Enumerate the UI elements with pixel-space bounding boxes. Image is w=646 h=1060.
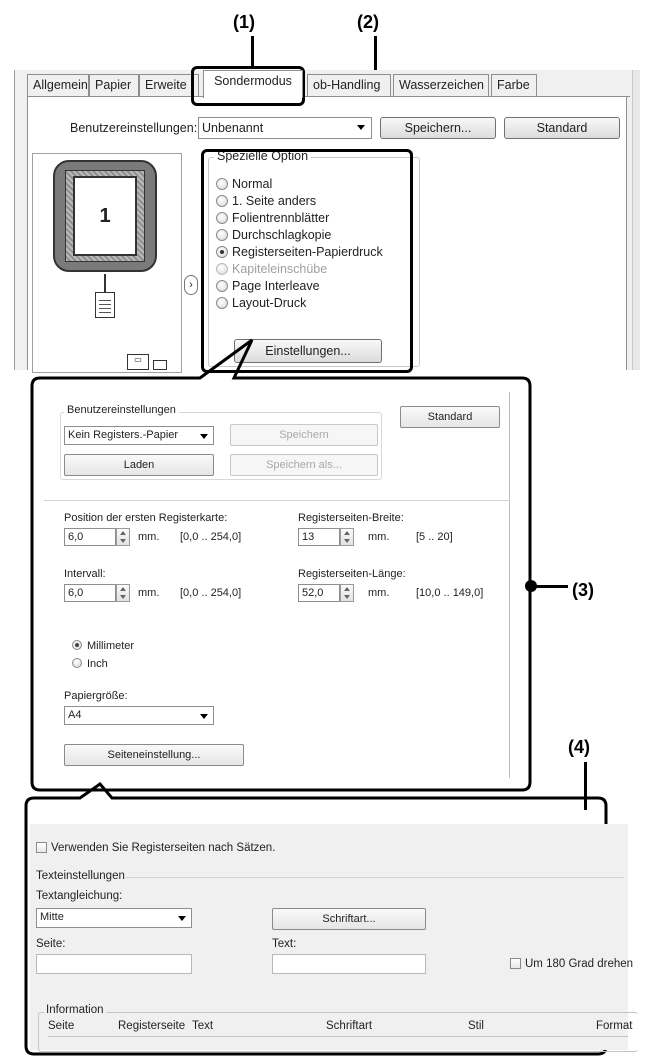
chevron-down-icon (178, 916, 186, 921)
tab-width-range: [5 .. 20] (416, 531, 453, 543)
info-group (38, 1012, 638, 1052)
stacked-pages-icon: ▭ (127, 354, 149, 370)
use-tabs-checkbox[interactable] (36, 842, 47, 853)
tab-width-label: Registerseiten-Breite: (298, 512, 404, 524)
load-button[interactable]: Laden (64, 454, 214, 476)
use-tabs-option[interactable] (36, 842, 275, 854)
rotate-checkbox[interactable] (510, 958, 521, 969)
preview-page-number: 1 (73, 176, 137, 256)
tab-length-unit: mm. (368, 587, 390, 599)
callout-3: (3) (572, 580, 594, 600)
col-registerseite: Registerseite (118, 1020, 186, 1032)
interval-unit: mm. (138, 587, 160, 599)
unit-inch-label: Inch (87, 658, 108, 670)
save-as-button[interactable]: Speichern als... (230, 454, 378, 476)
mid-save-button[interactable]: Speichern (230, 424, 378, 446)
option-page-interleave-label: Page Interleave (232, 279, 320, 293)
page-input[interactable] (36, 954, 192, 974)
col-stil: Stil (468, 1020, 484, 1032)
interval-input[interactable]: 6,0 (64, 584, 116, 602)
mid-user-settings-title: Benutzereinstellungen (64, 404, 179, 416)
alignment-combo[interactable] (36, 908, 192, 928)
option-tab-paper-print-label: Registerseiten-Papierdruck (232, 245, 383, 259)
alignment-label: Textangleichung: (36, 890, 123, 902)
font-button[interactable]: Schriftart... (272, 908, 426, 930)
unit-mm-label: Millimeter (87, 640, 135, 652)
tab-sondermodus[interactable]: Sondermodus (203, 70, 303, 98)
option-chapter-inserts-label: Kapiteleinschübe (232, 262, 328, 276)
page-setup-button[interactable]: Seiteneinstellung... (64, 744, 244, 766)
tab-papier[interactable]: Papier (89, 74, 139, 96)
text-settings-line (126, 877, 624, 878)
tab-farbe[interactable]: Farbe (491, 74, 537, 96)
col-format: Format (596, 1020, 633, 1032)
preset-value: Kein Registers.-Papier (68, 429, 179, 441)
tab-length-range: [10,0 .. 149,0] (416, 587, 484, 599)
first-tab-range: [0,0 .. 254,0] (180, 531, 242, 543)
expand-arrow-icon[interactable]: › (184, 275, 198, 295)
save-button[interactable]: Speichern... (380, 117, 496, 139)
tab-wasserzeichen[interactable]: Wasserzeichen (393, 74, 489, 96)
settings-button[interactable]: Einstellungen... (234, 339, 382, 363)
text-settings-title: Texteinstellungen (36, 870, 125, 882)
text-input[interactable] (272, 954, 426, 974)
paper-size-value: A4 (68, 709, 82, 721)
option-first-page-different-label: 1. Seite anders (232, 194, 317, 208)
tab-length-label: Registerseiten-Länge: (298, 568, 406, 580)
callout-4: (4) (568, 737, 590, 757)
tab-job-handling[interactable]: ob-Handling (307, 74, 391, 96)
option-layout-print-label: Layout-Druck (232, 296, 307, 310)
page-label: Seite: (36, 938, 66, 950)
text-label: Text: (272, 938, 297, 950)
text-settings-panel (30, 824, 634, 1050)
default-button[interactable]: Standard (504, 117, 620, 139)
option-normal-label: Normal (232, 177, 273, 191)
col-schriftart: Schriftart (326, 1020, 373, 1032)
first-tab-unit: mm. (138, 531, 160, 543)
option-transparency-inserts-label: Folientrennblätter (232, 211, 330, 225)
col-text: Text (192, 1020, 214, 1032)
interval-label: Intervall: (64, 568, 106, 580)
tab-allgemein[interactable]: Allgemein (27, 74, 89, 96)
use-tabs-label: Verwenden Sie Registerseiten nach Sätzen. (51, 842, 276, 854)
alignment-value: Mitte (40, 911, 64, 923)
special-option-title: Spezielle Option (214, 149, 311, 163)
rotate-option[interactable] (510, 958, 633, 970)
interval-range: [0,0 .. 254,0] (180, 587, 242, 599)
tab-width-input[interactable]: 13 (298, 528, 340, 546)
option-carbon-copy-label: Durchschlagkopie (232, 228, 332, 242)
callout-2: (2) (357, 12, 379, 32)
user-settings-label: Benutzereinstellungen: (70, 121, 198, 135)
rotate-label: Um 180 Grad drehen (525, 958, 634, 970)
info-title: Information (46, 1004, 104, 1016)
first-tab-label: Position der ersten Registerkarte: (64, 512, 228, 524)
first-tab-input[interactable]: 6,0 (64, 528, 116, 546)
paper-size-label: Papiergröße: (64, 690, 128, 702)
info-table-header-line (48, 1036, 628, 1037)
callout-1: (1) (233, 12, 255, 32)
col-seite: Seite (48, 1020, 75, 1032)
tab-erweitert[interactable]: Erweite (139, 74, 199, 96)
mid-default-button[interactable]: Standard (400, 406, 500, 428)
user-settings-value: Unbenannt (202, 121, 264, 135)
tab-width-unit: mm. (368, 531, 390, 543)
tab-length-input[interactable]: 52,0 (298, 584, 340, 602)
